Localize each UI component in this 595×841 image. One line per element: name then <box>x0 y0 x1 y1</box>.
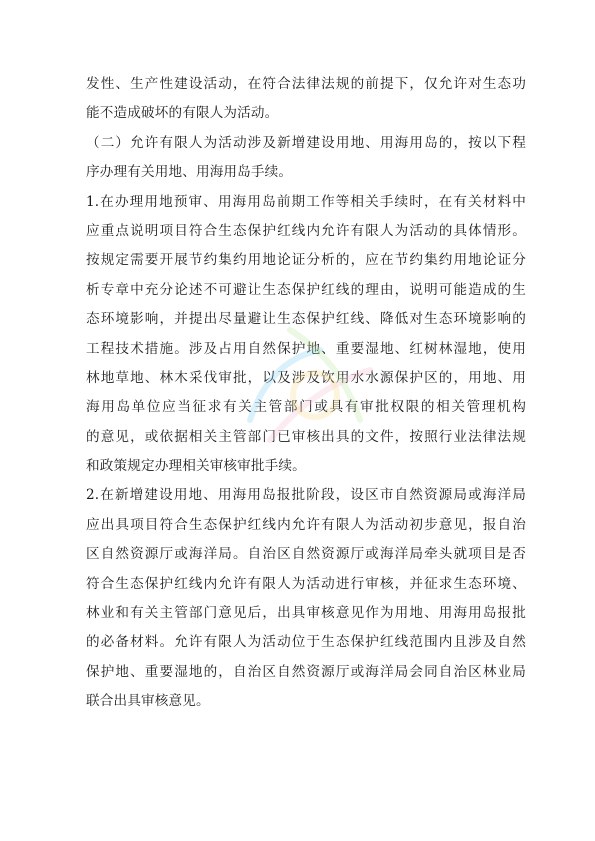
text-line: 林地草地、林木采伐审批，以及涉及饮用水水源保护区的，用地、用 <box>86 369 526 386</box>
text-line: 工程技术措施。涉及占用自然保护地、重要湿地、红树林湿地，使用 <box>86 340 526 357</box>
text-line: 和政策规定办理相关审核审批手续。 <box>86 458 306 475</box>
text-line: 联合出具审核意见。 <box>86 693 210 710</box>
text-line: 态环境影响，并提出尽量避让生态保护红线、降低对生态环境影响的 <box>86 311 526 328</box>
text-line: 海用岛单位应当征求有关主管部门或具有审批权限的相关管理机构 <box>86 399 526 416</box>
text-line: 保护地、重要湿地的，自治区自然资源厅或海洋局会同自治区林业局 <box>86 663 526 680</box>
document-body <box>86 70 526 717</box>
text-line: 能不造成破坏的有限人为活动。 <box>86 105 279 122</box>
text-line: 应重点说明项目符合生态保护红线内允许有限人为活动的具体情形。 <box>86 222 526 239</box>
text-line: （二）允许有限人为活动涉及新增建设用地、用海用岛的，按以下程 <box>86 134 526 151</box>
text-line: 2.在新增建设用地、用海用岛报批阶段，设区市自然资源局或海洋局 <box>86 487 526 504</box>
text-line: 林业和有关主管部门意见后，出具审核意见作为用地、用海用岛报批 <box>86 605 526 622</box>
text-line: 发性、生产性建设活动，在符合法律法规的前提下，仅允许对生态功 <box>86 76 526 92</box>
text-line: 符合生态保护红线内允许有限人为活动进行审核，并征求生态环境、 <box>86 575 526 592</box>
text-line: 区自然资源厅或海洋局。自治区自然资源厅或海洋局牵头就项目是否 <box>86 546 526 563</box>
text-line: 序办理有关用地、用海用岛手续。 <box>86 164 293 181</box>
text-line: 应出具项目符合生态保护红线内允许有限人为活动初步意见，报自治 <box>86 516 526 533</box>
text-line: 析专章中充分论述不可避让生态保护红线的理由，说明可能造成的生 <box>86 281 526 298</box>
text-line: 的意见，或依据相关主管部门已审核出具的文件，按照行业法律法规 <box>86 428 526 445</box>
text-line: 的必备材料。允许有限人为活动位于生态保护红线范围内且涉及自然 <box>86 634 526 651</box>
text-line: 1.在办理用地预审、用海用岛前期工作等相关手续时，在有关材料中 <box>86 193 526 210</box>
text-line: 按规定需要开展节约集约用地论证分析的，应在节约集约用地论证分 <box>86 252 526 269</box>
